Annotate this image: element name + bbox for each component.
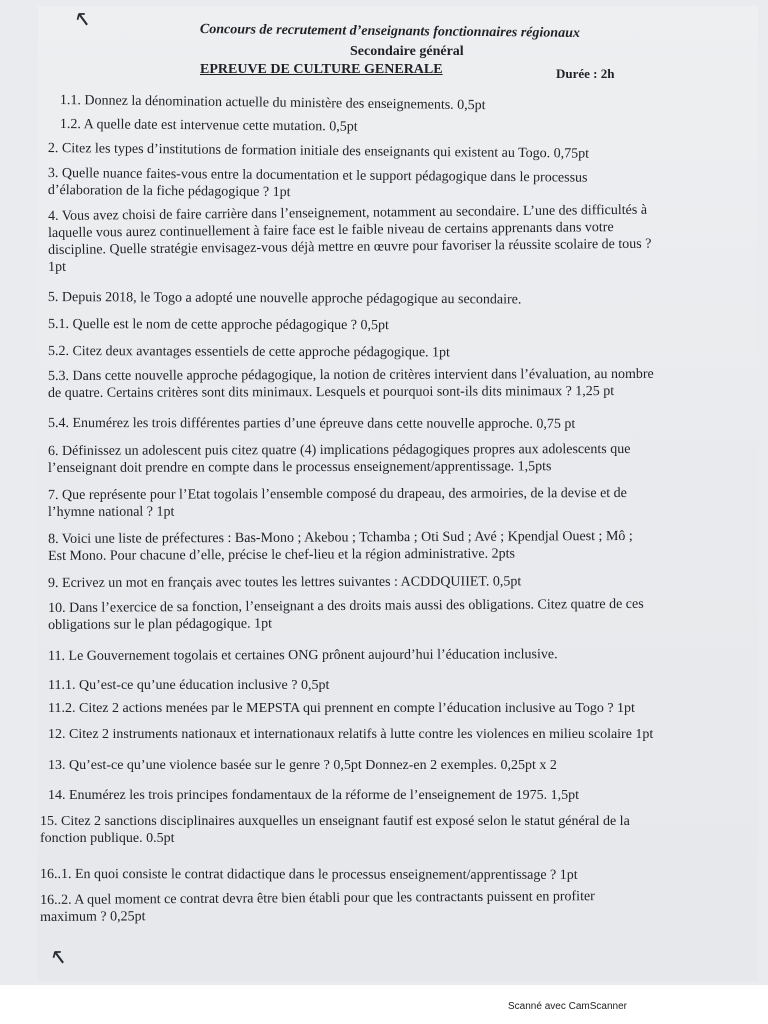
question-9-line-2: de quatre. Certains critères sont dits minimaux. Lesquels et pourquoi sont-ils dits minimaux ? 1,25 pt (48, 384, 615, 401)
question-17-line-1: 11.1. Qu’est-ce qu’une éducation inclusive ? 0,5pt (48, 678, 330, 693)
question-14-line-1: 9. Ecrivez un mot en français avec toutes les lettres suivantes : ACDDQUIIET. 0,5pt (48, 574, 522, 591)
question-7-line-1: 5.1. Quelle est le nom de cette approche pédagogique ? 0,5pt (47, 317, 389, 334)
question-15-line-1: 10. Dans l’exercice de sa fonction, l’enseignant a des droits mais aussi des obligations. Citez quatre de ces (48, 596, 644, 616)
question-5-line-4: 1pt (48, 259, 67, 275)
question-10-line-1: 5.4. Enumérez les trois différentes parties d’une épreuve dans cette nouvelle approche. 0,75 pt (47, 416, 576, 432)
question-11-line-2: l’enseignant doit prendre en compte dans le processus enseignement/apprentissage. 1,5pts (48, 459, 552, 476)
question-24-line-1: 16..2. A quel moment ce contrat devra être bien établi pour que les contractants puissent en profiter (40, 889, 595, 908)
question-4-line-2: d’élaboration de la fiche pédagogique ? 1pt (47, 182, 291, 201)
question-11-line-1: 6. Définissez un adolescent puis citez quatre (4) implications pédagogiques propres aux adolescents que (48, 441, 631, 459)
question-5-line-2: laquelle vous aurez continuellement à faire face est le faible niveau de certains apprenants dans votre (48, 220, 614, 241)
question-5-line-3: discipline. Quelle stratégie envisagez-vous déjà mettre en œuvre pour favoriser la réussite scolaire de tous ? (48, 236, 652, 258)
question-23-line-1: 16..1. En quoi consiste le contrat didactique dans le processus enseignement/apprentissage ? 1pt (39, 867, 578, 883)
question-13-line-1: 8. Voici une liste de préfectures : Bas-Mono ; Akebou ; Tchamba ; Oti Sud ; Avé ; Kpendjal Ouest ; Mô ; (48, 528, 633, 547)
question-1-line-1: 1.1. Donnez la dénomination actuelle du ministère des enseignements. 0,5pt (59, 92, 486, 114)
question-12-line-2: l’hymne national ? 1pt (48, 504, 175, 520)
question-4-line-1: 3. Quelle nuance faites-vous entre la documentation et le support pédagogique dans le processus (47, 165, 588, 186)
question-13-line-2: Est Mono. Pour chacune d’elle, précise le chef-lieu et la région administrative. 2pts (48, 546, 515, 564)
exam-title-line1: Concours de recrutement d’enseignants fonctionnaires régionaux (199, 22, 580, 41)
question-24-line-2: maximum ? 0,25pt (40, 909, 146, 925)
question-8-line-1: 5.2. Citez deux avantages essentiels de cette approche pédagogique. 1pt (47, 344, 450, 361)
question-22-line-2: fonction publique. 0.5pt (40, 831, 175, 846)
question-18-line-1: 11.2. Citez 2 actions menées par le MEPSTA qui prennent en compte l’éducation inclusive au Togo ? 1pt (48, 701, 635, 716)
question-20-line-1: 13. Qu’est-ce qu’une violence basée sur le genre ? 0,5pt Donnez-en 2 exemples. 0,25pt x 2 (48, 758, 557, 773)
exam-subject: EPREUVE DE CULTURE GENERALE (200, 62, 443, 77)
exam-duration: Durée : 2h (556, 66, 615, 81)
question-16-line-1: 11. Le Gouvernement togolais et certaines ONG prônent aujourd’hui l’éducation inclusive. (48, 647, 558, 664)
scanner-watermark: Scanné avec CamScanner (508, 1001, 627, 1012)
question-21-line-1: 14. Enumérez les trois principes fondamentaux de la réforme de l’enseignement de 1975. 1,5pt (48, 788, 580, 803)
pen-mark-top: ↖ (72, 6, 91, 31)
question-19-line-1: 12. Citez 2 instruments nationaux et internationaux relatifs à lutte contre les violences en milieu scolaire 1pt (48, 727, 654, 742)
question-22-line-1: 15. Citez 2 sanctions disciplinaires auxquelles un enseignant fautif est exposé selon le statut général de la (40, 814, 630, 829)
exam-title-line2: Secondaire général (350, 44, 464, 59)
question-6-line-1: 5. Depuis 2018, le Togo a adopté une nouvelle approche pédagogique au secondaire. (47, 290, 522, 308)
question-9-line-1: 5.3. Dans cette nouvelle approche pédagogique, la notion de critères intervient dans l’évaluation, au nombre (48, 366, 654, 384)
question-5-line-1: 4. Vous avez choisi de faire carrière dans l’enseignement, notamment au secondaire. L’une des difficultés à (48, 202, 648, 224)
question-2-line-1: 1.2. A quelle date est intervenue cette mutation. 0,5pt (59, 116, 358, 135)
pen-mark-bottom: ↖ (48, 944, 67, 969)
question-3-line-1: 2. Citez les types d’institutions de formation initiale des enseignants qui existent au Togo. 0,75pt (47, 140, 590, 162)
question-15-line-2: obligations sur le plan pédagogique. 1pt (48, 616, 273, 633)
question-12-line-1: 7. Que représente pour l’Etat togolais l’ensemble composé du drapeau, des armoiries, de la devise et de (48, 485, 627, 503)
